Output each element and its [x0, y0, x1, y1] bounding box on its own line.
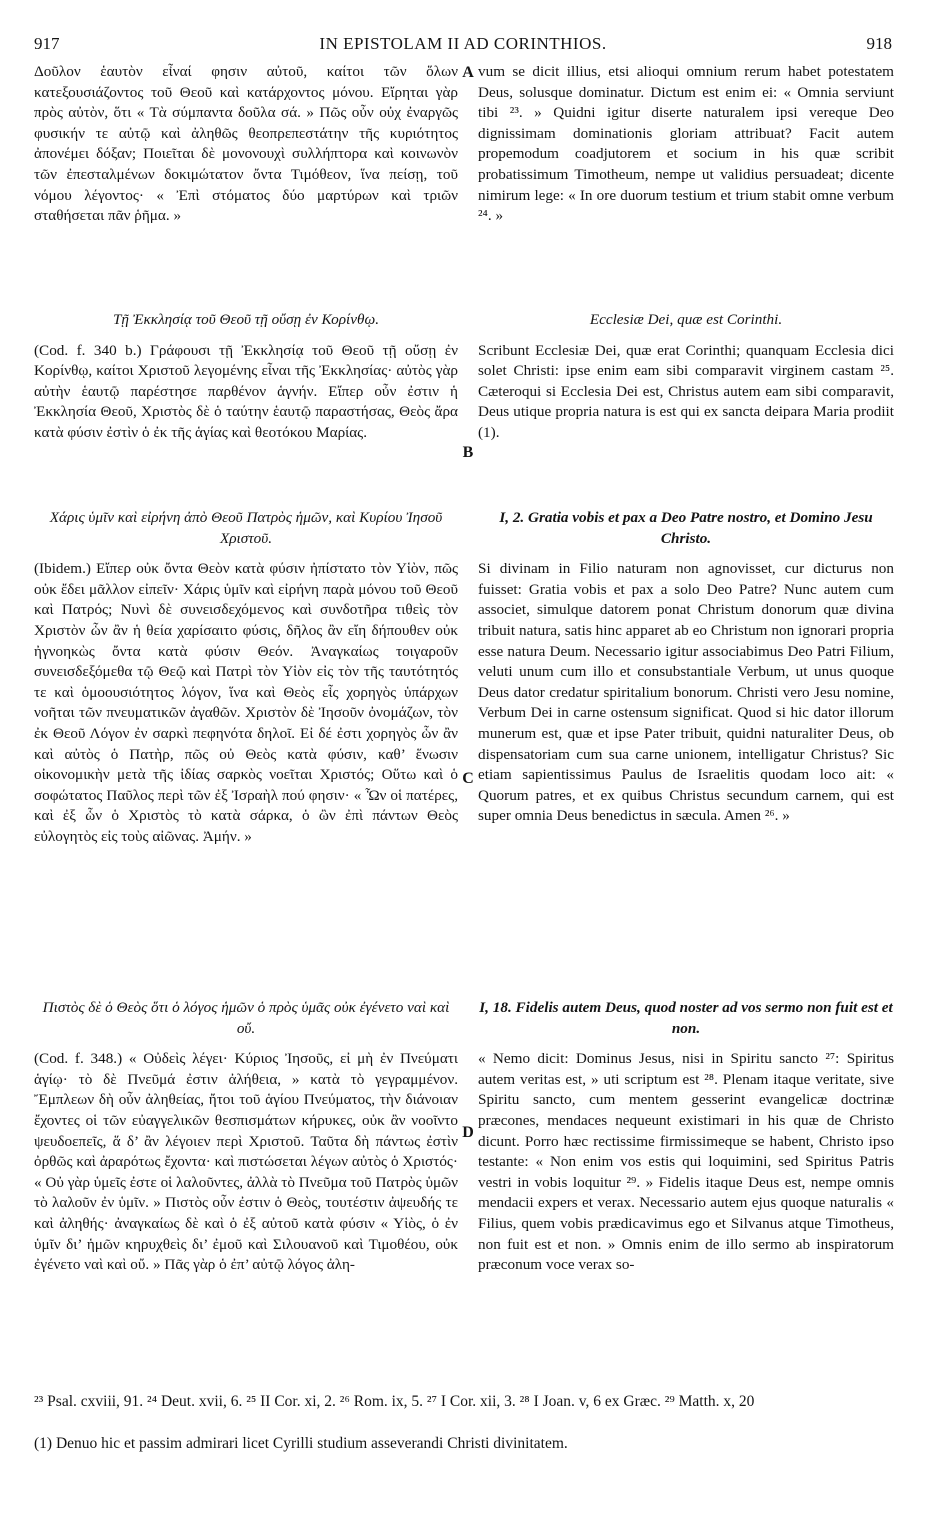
margin-marker-d: D	[462, 1124, 474, 1141]
latin-heading: I, 18. Fidelis autem Deus, quod noster ad vos sermo non fuit est et non.	[479, 999, 893, 1037]
greek-paragraph: (Ibidem.) Εἴπερ οὐκ ὄντα Θεὸν κατὰ φύσιν ἠπίστατο τὸν Υἱὸν, πῶς οὐκ ἔδει μᾶλλον εἰπεῖν· Χάρις ὑμῖν καὶ εἰρήνη παρὰ μόνου τοῦ Θεοῦ καὶ Πατρός; Νυνὶ δὲ συνεισδεχόμενος καὶ συνδοτῆρα τιθεὶς τὸν Χριστὸν ὧν ἂν ἡ θεία χαρίσαιτο φύσις, δῆλος ἂν εἴη δήπουθεν οὐκ ἠγνοηκὼς ὄντα κατὰ φύσιν Θεόν. Ἀναγκαίως τοιγαροῦν συνεισδεξόμεθα τῷ Θεῷ καὶ Πατρὶ τὸν Υἱὸν εἰς τὸν τῆς ταυτότητός τε καὶ ὁμοουσιότητος λόγον, ἵνα καὶ Θεὸς εἷς χορηγὸς ὑπάρχων νοῆται τῶν πνευματικῶν ἀγαθῶν. Χριστὸν δὲ Ἰησοῦν ὀνομάζων, τὸν ἐκ Θεοῦ Λόγον ἐν σαρκὶ πεφηνότα δηλοῖ. Εἰ δέ ἐστι χορηγὸς ὧν ἂν καὶ αὐτὸς ὁ Πατὴρ, πῶς οὐ Θεὸς κατὰ φύσιν, καθ’ ἕνωσιν οἰκονομικὴν μετὰ τῆς ἰδίας σαρκὸς νοεῖται Χριστός; Οὕτω καὶ ὁ σοφώτατος Παῦλος περὶ τῶν ἐξ Ἰσραὴλ πού φησιν· « Ὧν οἱ πατέρες, καὶ ἐξ ὧν ὁ Χριστὸς τὸ κατὰ σάρκα, ὁ ὢν ἐπὶ πάντων Θεὸς εὐλογητὸς εἰς τοὺς αἰῶνας. Ἀμήν. »	[34, 560, 458, 845]
greek-heading: Χάρις ὑμῖν καὶ εἰρήνη ἀπὸ Θεοῦ Πατρὸς ἡμῶν, καὶ Κυρίου Ἰησοῦ Χριστοῦ.	[49, 509, 443, 547]
latin-section-2	[478, 310, 894, 444]
margin-marker-a: A	[462, 64, 474, 81]
margin-marker-b: B	[462, 444, 474, 461]
greek-paragraph: (Cod. f. 348.) « Οὐδεὶς λέγει· Κύριος Ἰησοῦς, εἰ μὴ ἐν Πνεύματι ἁγίῳ· τὸ δὲ Πνεῦμά ἐστιν ἀλήθεια, » κατὰ τὸ γεγραμμένον. Ἔμπλεων δὴ οὖν ἀληθείας, ἤτοι τοῦ ἁγίου Πνεύματος, τὴν διάνοιαν ἔχοντες οἱ τῶν εὐαγγελικῶν θεσπισμάτων κήρυκες, οὐκ ἂν νοοῖντο ψευδοεπεῖς, ἅ δ’ ἂν λέγοιεν περὶ Χριστοῦ. Ταῦτα δὴ πάντως ἐστὶν ὀρθῶς καὶ ἀραρότως ἔχοντα· καὶ πιστώσεται λέγων αὐτὸς ὁ Χριστός· « Οὐ γὰρ ὑμεῖς ἐστε οἱ λαλοῦντες, ἀλλὰ τὸ Πνεῦμα τοῦ Πατρὸς ὑμῶν τὸ λαλοῦν ἐν ὑμῖν. » Πιστὸς οὖν ἐστιν ὁ Θεὸς, τουτέστιν ἀψευδής τε καὶ ἀληθής· ἀναγκαίως δὲ καὶ ὁ ἐξ αὐτοῦ κατὰ φύσιν « Υἱὸς, ὁ ἐν ὑμῖν δι’ ἡμῶν κηρυχθεὶς δι’ ἐμοῦ καὶ Σιλουανοῦ καὶ Τιμοθέου, οὐκ ἐγένετο ναὶ καὶ οὔ. » Πᾶς γὰρ ὁ ἐπ’ αὐτῷ λόγος ἀλη-	[34, 1050, 458, 1274]
greek-section-1	[34, 62, 458, 227]
greek-section-3	[34, 508, 458, 848]
scripture-references: ²³ Psal. cxviii, 91. ²⁴ Deut. xvii, 6. ²⁵ II Cor. xi, 2. ²⁶ Rom. ix, 5. ²⁷ I Cor. xii, 3. ²⁸ I Joan. v, 6 ex Græc. ²⁹ Matth. x, 20	[34, 1393, 755, 1410]
margin-marker-c: C	[462, 770, 474, 787]
latin-heading: I, 2. Gratia vobis et pax a Deo Patre nostro, et Domino Jesu Christo.	[499, 509, 873, 547]
greek-section-2	[34, 310, 458, 444]
latin-paragraph: Scribunt Ecclesiæ Dei, quæ erat Corinthi; quanquam Ecclesia dici solet Christi: ipse enim eam sibi comparavit virginem castam ²⁵. Cæteroqui si Ecclesia Dei est, Christus autem eam sibi comparavit, Deus utique propria natura is est qui ex sancta deipara Maria prodiit (1).	[478, 341, 894, 441]
page-header	[34, 34, 892, 56]
latin-paragraph: « Nemo dicit: Dominus Jesus, nisi in Spiritu sancto ²⁷: Spiritus autem veritas est, » uti scriptum est ²⁸. Plenam itaque veritate, sive Spiritu sancto, cum mentem gesserint evangelicæ doctrinæ præcones, mendaces nequeunt existimari in his quæ de Christo dicunt. Porro hæc rectissime firmissimeque se habent, Christo ipso testante: « Non enim vos estis qui loquimini, sed Spiritus Patris vestri in vobis loquitur ²⁹. » Fidelis itaque Deus est, nempe omnis mendacii expers et verax. Necessario autem ejus quoque naturalis « Filius, quem vobis prædicavimus ego et Silvanus atque Timotheus, non fuit est et non. » Omnis enim de illo sermo ab inspiratorum præconum voce verax so-	[478, 1050, 894, 1274]
latin-paragraph: Si divinam in Filio naturam non agnovisset, cur dicturus non fuisset: Gratia vobis et pax a solo Deo Patre? Nunc autem cum associet, simulque datorem ponat Christum donorum quæ divina tribuit natura, satis hinc apparet ab eo Christum non ignorari propria esse natura Deum. Necessario igitur associabimus Deo Patri Filium, veluti unum cum illo et consubstantiale Verbum, ut unus quoque Deus dator credatur spiritalium bonorum. Christi vero Jesu nomine, Verbum Dei in carne ostensum significat. Quod si hic dator illorum munerum est, quæ et ipse Pater tribuit, quidni naturaliter Deus, ob dispensatoriam cum sua carne unionem, intelligatur Christus? Sic etiam sapientissimus Paulus de Israelitis quodam loco ait: « Quorum patres, et ex quibus Christus secundum carnem, qui est super omnia Deus benedictus in sæcula. Amen ²⁶. »	[478, 560, 894, 825]
greek-heading: Τῇ Ἐκκλησίᾳ τοῦ Θεοῦ τῇ οὔσῃ ἐν Κορίνθῳ.	[112, 311, 379, 328]
latin-paragraph: vum se dicit illius, etsi alioqui omnium rerum habet potestatem Deus, solusque dominatur. Dictum est enim ei: « Omnia serviunt tibi ²³. » Quidni igitur diserte naturalem ipsi vereque Deo dignissimam dominationis gloriam attribuat? Facit autem propemodum coadjutorem et socium in his quæ scribit probatissimum Timotheum, nempe ut validius persuadeat; dicente nimirum lege: « In ore duorum testium et trium stabit omne verbum ²⁴. »	[478, 63, 894, 225]
page-number-right: 918	[866, 34, 892, 53]
latin-heading: Ecclesiæ Dei, quæ est Corinthi.	[589, 311, 783, 328]
latin-section-4	[478, 998, 894, 1276]
greek-section-4	[34, 998, 458, 1276]
editor-note: (1) Denuo hic et passim admirari licet Cyrilli studium asseverandi Christi divinitatem.	[34, 1435, 568, 1452]
greek-paragraph: (Cod. f. 340 b.) Γράφουσι τῇ Ἐκκλησίᾳ τοῦ Θεοῦ τῇ οὔσῃ ἐν Κορίνθῳ, καίτοι Χριστοῦ λεγομένης εἶναι τῆς Ἐκκλησίας· αὐτὸς γὰρ αὐτὴν ἑαυτῷ παρέστησε παρθένον ἁγνήν. Εἴπερ οὖν ἐστιν ἡ Ἐκκλησία Θεοῦ, Χριστὸς δὲ ὁ ταύτην ἑαυτῷ παραστήσας, Θεὸς ἄρα κατὰ φύσιν ἐστὶν ὁ ἐκ τῆς ἁγίας καὶ θεοτόκου Μαρίας.	[34, 341, 458, 441]
latin-section-3	[478, 508, 894, 827]
greek-heading: Πιστὸς δὲ ὁ Θεὸς ὅτι ὁ λόγος ἡμῶν ὁ πρὸς ὑμᾶς οὐκ ἐγένετο ναὶ καὶ οὔ.	[42, 999, 450, 1037]
page-number-left: 917	[34, 34, 60, 53]
running-title: IN EPISTOLAM II AD CORINTHIOS.	[319, 34, 607, 53]
footnotes	[34, 1392, 892, 1454]
latin-section-1	[478, 62, 894, 227]
greek-paragraph: Δοῦλον ἑαυτὸν εἶναί φησιν αὐτοῦ, καίτοι τῶν ὅλων κατεξουσιάζοντος τοῦ Θεοῦ καὶ κατάρχοντος μόνου. Εἴρηται γὰρ πρὸς αὐτὸν, ὅτι « Τὰ σύμπαντα δοῦλα σά. » Πῶς οὖν οὐχ ἐναργῶς φυσικήν τε αὐτῷ καὶ ἀληθῶς θεοπρεπεστάτην τῆς κυριότητος ἀπονέμει δόξαν; Ποιεῖται δὲ μονονουχὶ συλλήπτορα καὶ κοινωνὸν τῶν ἐπεσταλμένων δοκιμώτατον ὄντα Τιμόθεον, ἵνα πείσῃ, τοῦ νόμου λέγοντος· « Ἐπὶ στόματος δύο μαρτύρων καὶ τριῶν σταθήσεται πᾶν ῥῆμα. »	[34, 63, 458, 225]
